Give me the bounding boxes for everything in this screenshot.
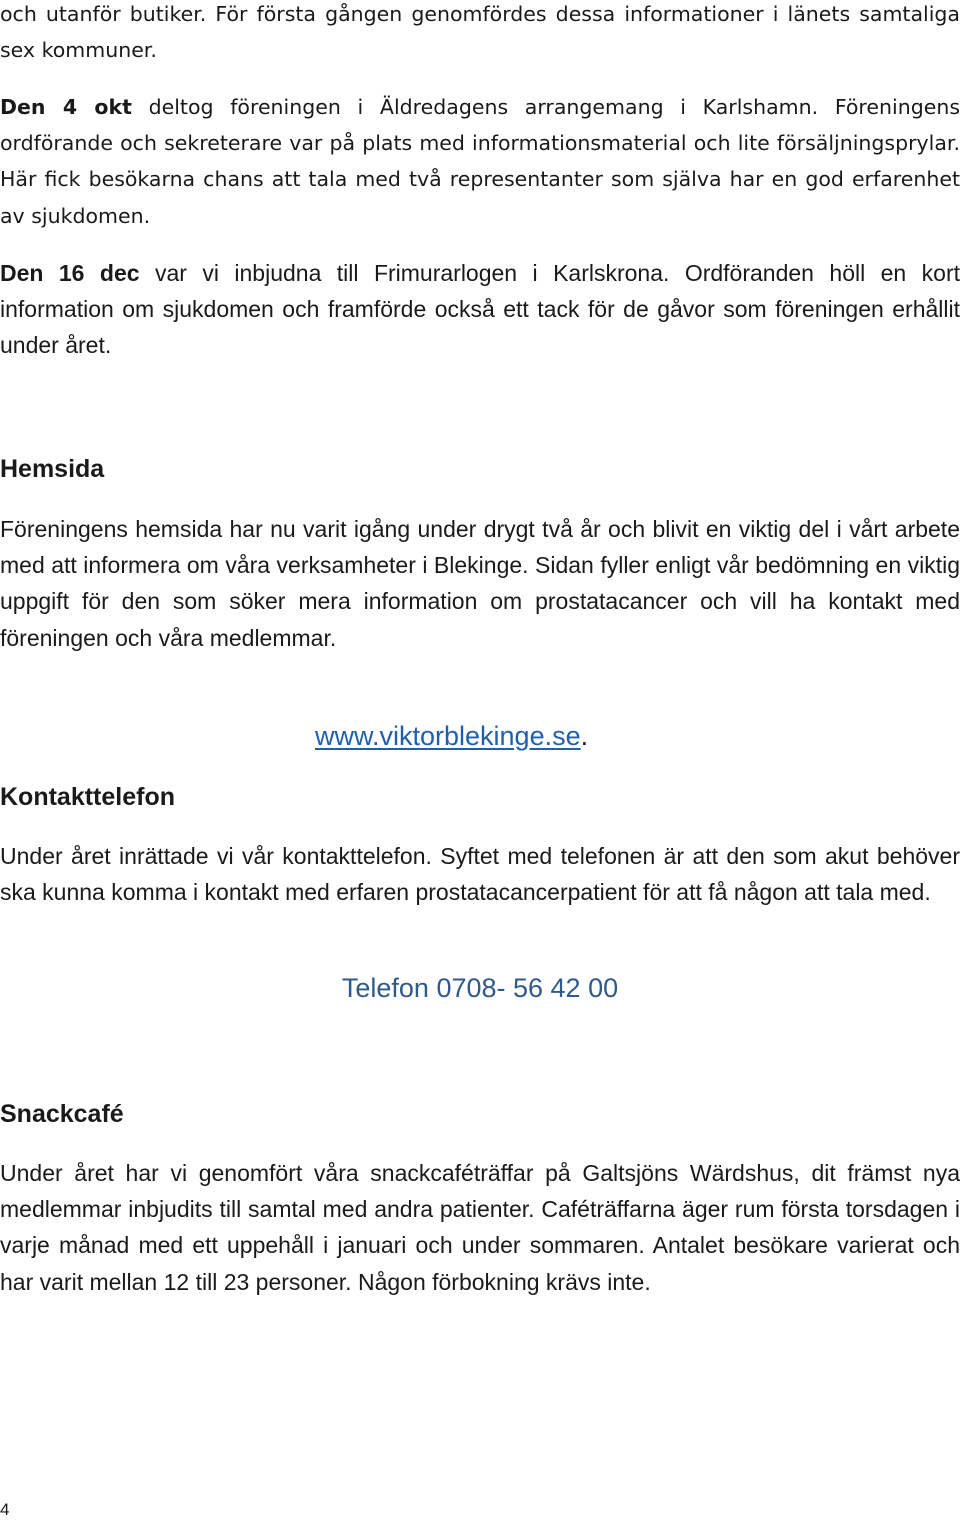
page-number: 4 (0, 1500, 10, 1519)
contact-phone-number: Telefon 0708- 56 42 00 (341, 973, 619, 1003)
heading-hemsida: Hemsida (0, 455, 105, 483)
heading-snackcafe: Snackcafé (0, 1100, 124, 1128)
intro-paragraph-1-text: och utanför butiker. För första gången genomfördes dessa informationer i länets samtaliga sex kommuner. (0, 2, 960, 63)
hemsida-paragraph-text: Föreningens hemsida har nu varit igång under drygt två år och blivit en viktig del i vårt arbete med att informera om våra verksamheter i Blekinge. Sidan fyller enligt vår bedömning en viktig uppgift för den som söker mera information om prostatacancer och vill ha kontakt med föreningen och våra medlemmar. (0, 516, 960, 651)
intro-paragraph-3 (0, 255, 960, 364)
event-date-dec: Den 16 dec (0, 260, 140, 286)
intro-paragraph-1 (0, 0, 960, 68)
event-date-oct: Den 4 okt (0, 95, 132, 119)
intro-paragraph-2 (0, 89, 960, 234)
heading-kontakttelefon: Kontakttelefon (0, 783, 175, 811)
intro-paragraph-2-text: deltog föreningen i Äldredagens arrangemang i Karlshamn. Föreningens ordförande och sekreterare var på plats med informationsmaterial och lite försäljningsprylar. Här fick besökarna chans att tala med två representanter som själva har en god erfarenhet av sjukdomen. (0, 95, 960, 228)
kontakttelefon-paragraph (0, 838, 960, 910)
website-link-line (315, 716, 715, 756)
hemsida-paragraph (0, 511, 960, 656)
intro-paragraph-3-text: var vi inbjudna till Frimurarlogen i Karlskrona. Ordföranden höll en kort information om sjukdomen och framförde också ett tack för de gåvor som föreningen erhållit under året. (0, 260, 960, 359)
snackcafe-paragraph (0, 1155, 960, 1300)
kontakttelefon-paragraph-text: Under året inrättade vi vår kontakttelefon. Syftet med telefonen är att den som akut behöver ska kunna komma i kontakt med erfaren prostatacancerpatient för att få någon att tala med. (0, 843, 960, 906)
website-link-suffix: . (580, 721, 589, 751)
website-link[interactable]: www.viktorblekinge.se (315, 721, 581, 751)
snackcafe-paragraph-text: Under året har vi genomfört våra snackcaféträffar på Galtsjöns Wärdshus, dit främst nya medlemmar inbjudits till samtal med andra patienter. Caféträffarna äger rum första torsdagen i varje månad med ett uppehåll i januari och under sommaren. Antalet besökare varierat och har varit mellan 12 till 23 personer. Någon förbokning krävs inte. (0, 1160, 960, 1295)
